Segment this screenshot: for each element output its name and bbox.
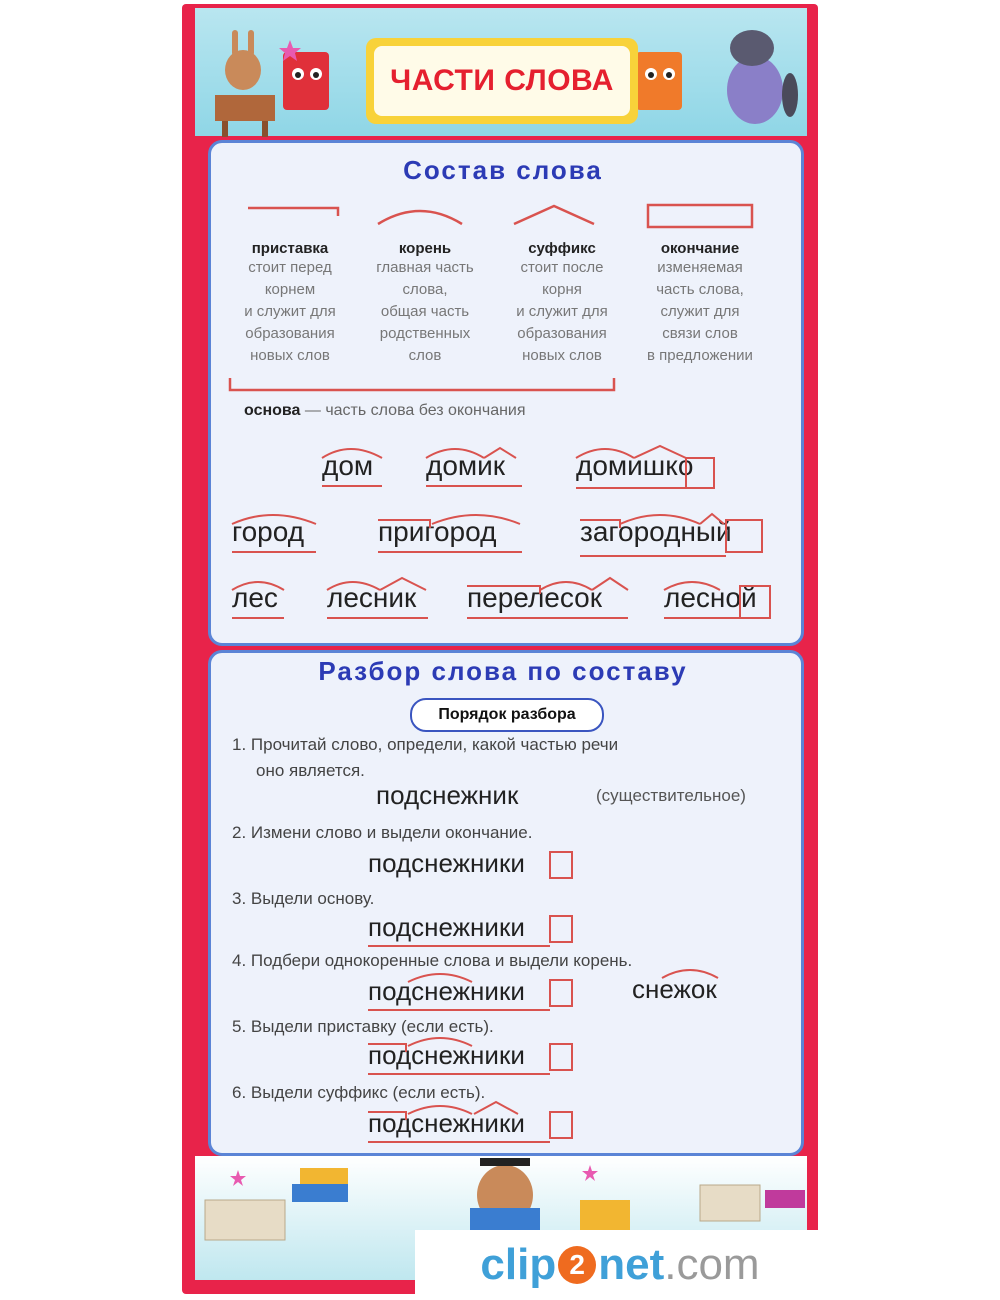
suffix-desc-1: стоит после: [520, 259, 604, 276]
order-label: Порядок разбора: [410, 698, 604, 732]
word-les: лес: [232, 582, 278, 613]
watermark-net: net: [598, 1240, 665, 1289]
watermark-clip: clip: [480, 1240, 557, 1289]
prefix-desc-2: корнем: [264, 281, 316, 298]
word-zagorodny: загородный: [580, 516, 732, 547]
step-6: 6. Выдели суффикс (если есть).: [232, 1083, 486, 1102]
root-desc-5: слов: [408, 347, 442, 364]
example-word: подснежник: [376, 780, 519, 810]
word-prigorod: пригород: [378, 516, 497, 547]
prefix-desc-5: новых слов: [250, 347, 330, 364]
suffix-term: суффикс: [528, 240, 596, 257]
word-lesnoy: лесной: [664, 582, 757, 613]
suffix-desc-5: новых слов: [522, 347, 602, 364]
prefix-desc-4: образования: [245, 325, 335, 342]
watermark-com: .com: [664, 1240, 760, 1289]
root-desc-2: слова,: [402, 281, 448, 298]
root-term: корень: [398, 240, 452, 257]
prefix-desc-3: и служит для: [244, 303, 336, 320]
example-step-6: подснежники: [368, 1108, 525, 1138]
step-5: 5. Выдели приставку (если есть).: [232, 1017, 494, 1036]
example-step-3: подснежники: [368, 912, 525, 942]
prefix-desc-1: стоит перед: [248, 259, 332, 276]
word-pereleok: перелесок: [467, 582, 602, 613]
stem-desc: — часть слова без окончания: [300, 402, 526, 419]
root-desc-3: общая часть: [380, 303, 470, 320]
suffix-desc-2: корня: [542, 281, 582, 298]
step-1-cont: оно является.: [256, 761, 365, 780]
page-title: ЧАСТИ СЛОВА: [390, 64, 614, 97]
step-2: 2. Измени слово и выдели окончание.: [232, 823, 533, 842]
suffix-desc-3: и служит для: [516, 303, 608, 320]
word-lesnik: лесник: [327, 582, 417, 613]
word-dom: дом: [322, 450, 374, 481]
watermark-two: 2: [558, 1246, 596, 1284]
step-3: 3. Выдели основу.: [232, 889, 375, 908]
step-4: 4. Подбери однокоренные слова и выдели корень.: [232, 951, 633, 970]
root-desc-1: главная часть: [376, 259, 474, 276]
watermark-logo: [415, 1230, 825, 1300]
word-gorod: город: [232, 516, 305, 547]
example-pos-note: (существительное): [596, 786, 746, 805]
word-domik: домик: [426, 450, 506, 481]
example-step-5: подснежники: [368, 1040, 525, 1070]
word-domishko: домишко: [576, 450, 694, 481]
composition-heading: Состав слова: [403, 155, 603, 185]
ending-desc-5: в предложении: [647, 347, 753, 364]
related-word: снежок: [632, 974, 717, 1004]
parsing-heading: Разбор слова по составу: [318, 656, 688, 686]
example-step-4: подснежники: [368, 976, 525, 1006]
ending-desc-4: связи слов: [662, 325, 738, 342]
example-step-2: подснежники: [368, 848, 525, 878]
suffix-desc-4: образования: [517, 325, 607, 342]
step-1: 1. Прочитай слово, определи, какой частью речи: [232, 735, 619, 754]
stem-term: основа: [244, 402, 301, 419]
ending-desc-1: изменяемая: [657, 259, 743, 276]
ending-term: окончание: [660, 240, 740, 257]
ending-desc-2: часть слова,: [656, 281, 744, 298]
root-desc-4: родственных: [379, 325, 471, 342]
prefix-term: приставка: [251, 240, 329, 257]
ending-desc-3: служит для: [660, 303, 740, 320]
